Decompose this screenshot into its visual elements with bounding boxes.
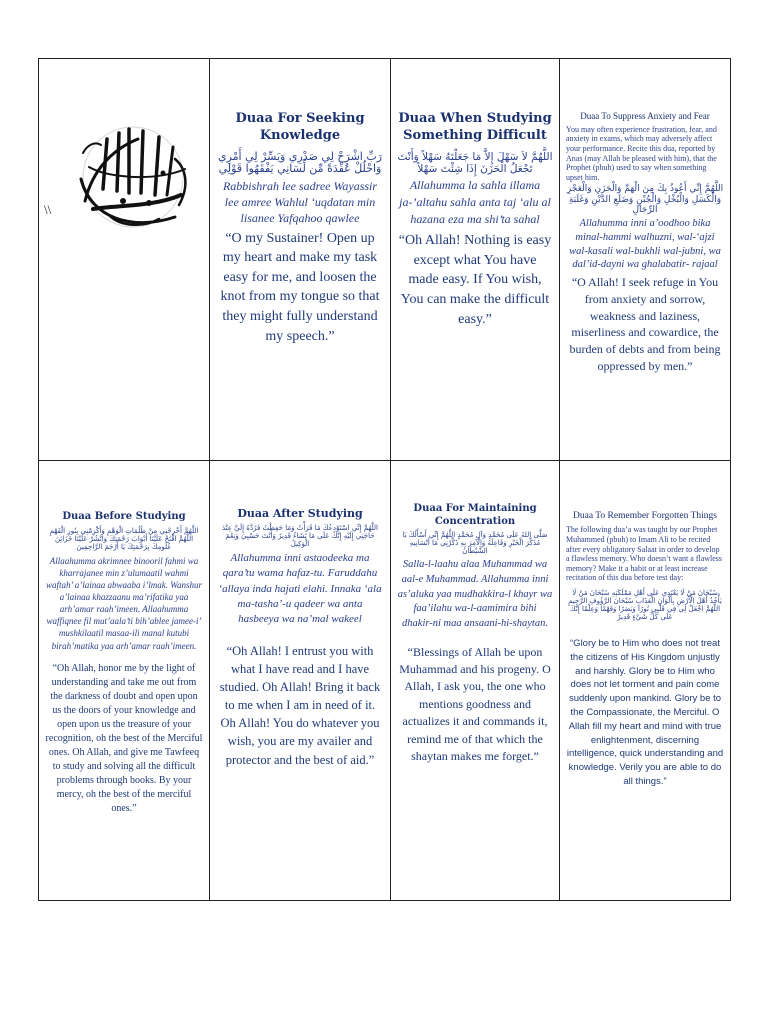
intro-text: The following dua’a was taught by our Prophet Muhammed (pbuh) to Imam Ali to be recited after every obligatory Salaat in order to develop a flawless memory. Who doesn’t want a flawless memory? Make it a habit or at least increase recitation of this dua before test day:	[566, 525, 723, 583]
card-title: Duaa Before Studying	[62, 511, 186, 522]
bismillah-calligraphy-logo	[63, 109, 203, 239]
card-title: Duaa After Studying	[237, 507, 363, 520]
card-after-studying	[210, 461, 391, 900]
card-title: Duaa To Suppress Anxiety and Fear	[580, 111, 710, 121]
transliteration: Allahumma inni astaodeeka ma qara’tu wama hafaz-tu. Faruddahu ‘allaya inda hajati elahi. Innaka ‘ala ma-tasha’-u qadeer wa anta hasbeeya wa na’mal wakeel	[218, 551, 382, 626]
transliteration: Rabbishrah lee sadree Wayassir lee amree Wahlul ‘uqdatan min lisanee Yafqahoo qawlee	[222, 179, 378, 226]
arabic-text: اللَّهُمَّ إِنِّي أَعُوذُ بِكَ مِنَ الْهَمِّ وَالْحَزَنِ وَالْعَجْزِ وَالْكَسَلِ وَالْبُخْلِ وَالْجُبْنِ وَضَلَعِ الدَّيْنِ وَغَلَبَةِ الرِّجَالِ	[566, 184, 724, 216]
arabic-text: صَلَّى اللهُ عَلَى مُحَمَّدٍ وَآلِ مُحَمَّدٍ اللَّهُمَّ إِنِّي أَسْأَلُكَ يَا مُذَكِّرَ الْخَيْرِ وَفَاعِلَهُ وَالْآمِرَ بِهِ ذَكِّرْنِي مَا أَنْسَانِيهِ الشَّيْطَانُ	[402, 531, 548, 556]
translation: “Oh Allah, honor me by the light of understanding and take me out from the darkness of doubt and open upon us the doors of your knowledge and open upon us the treasure of your recognition, oh the best of the Merciful ones. Oh Allah, and give me Tawfeeq to study and solving all the difficult problems through books. By your mercy, oh the best of the merciful ones.”	[45, 662, 203, 814]
bismillah-cell	[39, 59, 210, 461]
arabic-text: سُبْحَانَ مَنْ لَا يَعْتَدِي عَلَى أَهْلِ مَمْلَكَتِهِ سُبْحَانَ مَنْ لَا يَأْخُذُ أَهْلَ الْأَرْضِ بِأَلْوَانِ الْعَذَابِ سُبْحَانَ الرَّؤُوفِ الرَّحِيمِ اللَّهُمَّ اجْعَلْ لِي فِي قَلْبِي نُورًا وَبَصَرًا وَفَهْمًا وَعِلْمًا إِنَّكَ عَلَى كُلِّ شَيْءٍ قَدِيرٌ	[568, 588, 722, 622]
arabic-text: رَبِّ اشْرَحْ لِي صَدْرِي وَيَسِّرْ لِي أَمْرِي وَاحْلُلْ عُقْدَةً مِّن لِّسَانِي يَفْقَهُوا قَوْلِي	[217, 149, 383, 176]
arabic-text: اللَّهُمَّ أَخْرِجْنِي مِنْ ظُلُمَاتِ الْوَهْمِ وَأَكْرِمْنِي بِنُورِ الْفَهْمِ اللَّهُمَّ افْتَحْ عَلَيْنَا أَبْوَابَ رَحْمَتِكَ وَانْشُرْ عَلَيْنَا خَزَائِنَ عُلُومِكَ بِرَحْمَتِكَ يَا أَرْحَمَ الرَّاحِمِينَ	[49, 526, 199, 551]
card-anxiety-fear	[560, 59, 730, 461]
card-seeking-knowledge	[210, 59, 391, 461]
card-maintaining-concentration	[391, 461, 560, 900]
intro-text: You may often experience frustration, fear, and anxiety in exams, which may adversely affect your performance. Recite this dua, reported by Anas (may Allah be pleased with him), that the Prophet (pbuh) used to say when something upset him.	[566, 124, 717, 182]
duaa-card-grid	[38, 58, 731, 901]
card-remember-forgotten	[560, 461, 730, 900]
translation: “O Allah! I seek refuge in You from anxiety and sorrow, weakness and laziness, miserliness and cowardice, the burden of debts and from being oppressed by men.”	[569, 274, 721, 373]
card-title: Duaa For Maintaining Concentration	[413, 503, 537, 527]
translation: “O my Sustainer! Open up my heart and make my task easy for me, and loosen the knot from my tongue so that they might fully understand my speech.”	[220, 230, 380, 344]
transliteration: Allahumma inni a’oodhoo bika minal-hammi walhuzni, wal-‘ajzi wal-kasali wal-bukhli wal-jubni, wa dal’id-dayni wa ghalabatir- rajaal	[569, 218, 721, 271]
translation: “Oh Allah! Nothing is easy except what You have made easy. If You wish, You can make the difficult easy.”	[398, 233, 552, 327]
card-title: Duaa To Remember Forgotten Things	[573, 511, 717, 521]
card-before-studying	[39, 461, 210, 900]
arabic-text: اللَّهُمَّ إِنِّي اسْتَوْدِعُكَ مَا قَرَأْتُ وَمَا حَفِظْتُ فَرُدَّهُ إِلَيَّ عِنْدَ حَاجَتِي إِلَيْهِ إِنَّكَ عَلَى مَا تَشَاءُ قَدِيرٌ وَأَنْتَ حَسْبِيَ وَنِعْمَ الْوَكِيلُ	[221, 523, 378, 548]
arabic-text: اللَّهُمَّ لاَ سَهْلَ إِلاَّ مَا جَعَلْتَهُ سَهْلاً وَأَنْتَ تَجْعَلُ الْحَزَنَ إِذَا شِئْتَ سَهْلاً	[397, 150, 553, 175]
transliteration: Allahumma la sahla illama ja-’altahu sahla anta taj ‘alu al hazana eza ma shi’ta sahal	[399, 177, 551, 226]
card-studying-difficult	[391, 59, 560, 461]
card-title: Duaa When Studying Something Difficult	[398, 111, 552, 143]
transliteration: Allaahumma akrimnee binooril fahmi wa kharrajanee min z’ulumaatil wahmi waftah’ a’lainaa abwaaba i’lmak. Wanshur a’lainaa khazzaanu ma’rifatika yaa arh’amar raah’imeen. Allaahumma waffiqnee fil mut’aala’ti bih’ablee jamee-i’ mushkilaatil masaa-ili manal kutubi birah’matika yaa arh’amar raah’imeen.	[46, 555, 202, 651]
translation: “Glory be to Him who does not treat the citizens of His Kingdom unjustly and harshly. Glory be to Him who does not let torment and pain come suddenly upon mankind. Glory be to the Compassionate, the Merciful. O Allah fill my heart and mind with true enlightenment, discerning intelligence, quick understanding and knowledge. Verily you are able to do all things.”	[566, 638, 724, 787]
translation: “Blessings of Allah be upon Muhammad and his progeny. O Allah, I ask you, the one who mentions goodness and actualizes it and commands it, remind me of that which the shaytan makes me forget.”	[399, 644, 551, 763]
stray-backslash: \\	[44, 202, 52, 217]
translation: “Oh Allah! I entrust you with what I have read and I have studied. Oh Allah! Bring it back to me when I am in need of it. Oh Allah! You do whatever you wish, you are my availer and protector and the best of aid.”	[219, 643, 381, 767]
card-title: Duaa For Seeking Knowledge	[235, 111, 365, 143]
transliteration: Salla-l-laahu alaa Muhammad wa aal-e Muhammad. Allahumma inni as’aluka yaa mudhakkira-l khayr wa faa’ilahu wa-l-aamimira bihi dhakir-ni maa ansaani-hi-shaytan.	[397, 559, 553, 629]
